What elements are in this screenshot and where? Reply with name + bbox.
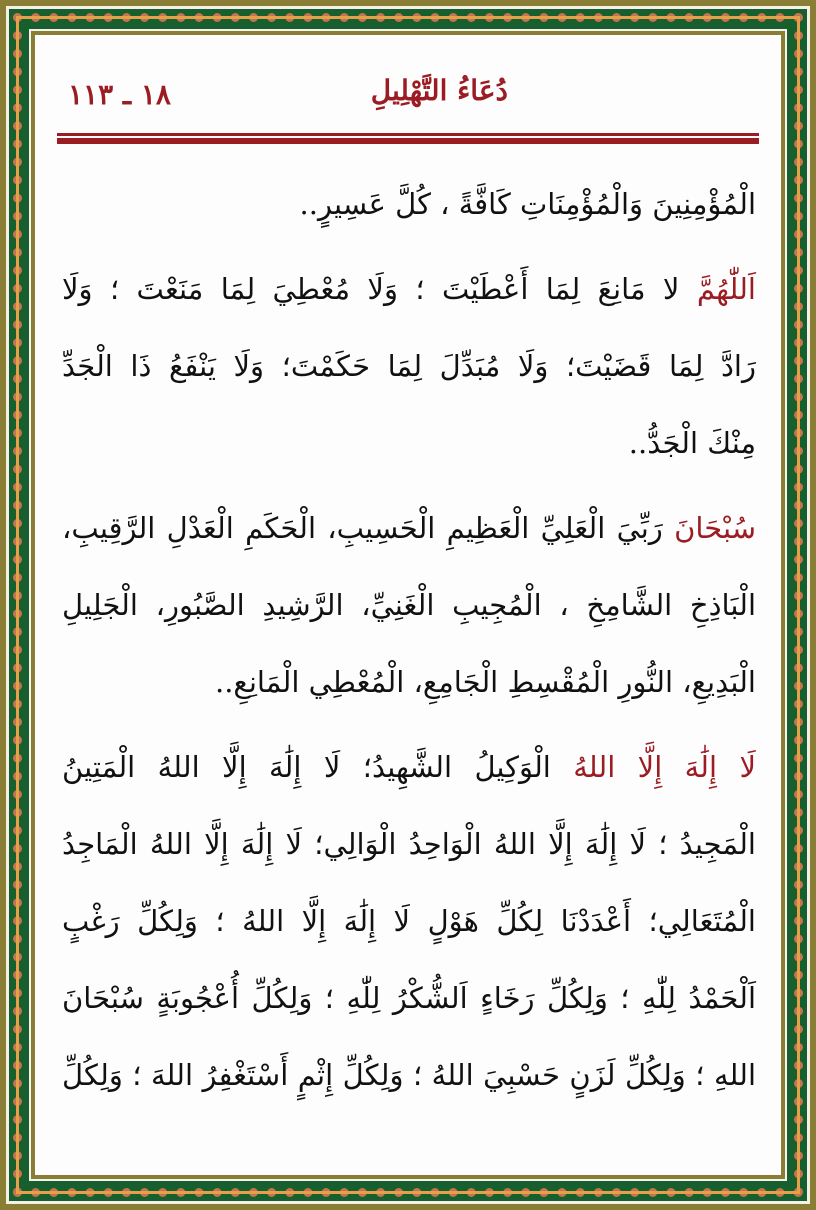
text-line xyxy=(62,328,756,405)
line-text: رَادَّ لِمَا قَضَيْتَ؛ وَلَا مُبَدِّلَ لِمَا حَكَمْتَ؛ وَلَا يَنْفَعُ ذَا الْجَدِّ xyxy=(62,349,756,383)
line-text: الْمُتَعَالِي؛ أَعْدَدْنَا لِكُلِّ هَوْلٍ لَا إِلَٰهَ إِلَّا اللهُ ؛ وَلِكُلِّ رَغْبٍ xyxy=(62,904,756,938)
highlighted-invocation: اَللّٰهُمَّ xyxy=(696,272,756,306)
text-line xyxy=(62,251,756,328)
page-number: ١٨ ـ ١١٣ xyxy=(68,78,171,111)
line-text: الْبَدِيعِ، النُّورِ الْمُقْسِطِ الْجَامِعِ، الْمُعْطِي الْمَانِعِ.. xyxy=(214,665,756,699)
line-text: الْمَجِيدُ ؛ لَا إِلَٰهَ إِلَّا اللهُ الْوَاحِدُ الْوَالِي؛ لَا إِلَٰهَ إِلَّا اللهُ الْمَاجِدُ xyxy=(62,827,756,861)
text-line xyxy=(62,960,756,1037)
paragraph-gap xyxy=(62,482,756,490)
page-title: دُعَاءُ التَّهْلِيلِ xyxy=(370,74,508,107)
text-line xyxy=(62,567,756,644)
line-text: لا مَانِعَ لِمَا أَعْطَيْتَ ؛ وَلَا مُعْطِيَ لِمَا مَنَعْتَ ؛ وَلَا xyxy=(62,272,697,306)
text-line xyxy=(62,490,756,567)
line-text: رَبِّيَ الْعَلِيِّ الْعَظِيمِ الْحَسِيبِ، الْحَكَمِ الْعَدْلِ الرَّقِيبِ، xyxy=(62,511,675,545)
page-header xyxy=(60,74,756,118)
text-line xyxy=(62,644,756,721)
highlighted-invocation: سُبْحَانَ xyxy=(674,511,756,545)
paragraph-gap xyxy=(62,721,756,729)
prayer-text xyxy=(62,166,756,1114)
header-rule-thin xyxy=(57,133,759,136)
line-text: اَلْحَمْدُ لِلّٰهِ ؛ وَلِكُلِّ رَخَاءٍ اَلشُّكْرُ لِلّٰهِ ؛ وَلِكُلِّ أُعْجُوبَةٍ سُبْحَانَ xyxy=(62,981,756,1015)
highlighted-invocation: لَا إِلَٰهَ إِلَّا اللهُ xyxy=(573,750,756,784)
text-line xyxy=(62,806,756,883)
text-line xyxy=(62,166,756,243)
line-text: اللهِ ؛ وَلِكُلِّ لَزَنٍ حَسْبِيَ اللهُ ؛ وَلِكُلِّ إِثْمٍ أَسْتَغْفِرُ اللهَ ؛ وَلِكُلِّ xyxy=(62,1058,756,1092)
text-line xyxy=(62,729,756,806)
line-text: مِنْكَ الْجَدُّ.. xyxy=(628,426,756,460)
header-rule-thick xyxy=(57,138,759,144)
line-text: الْمُؤْمِنِينَ وَالْمُؤْمِنَاتِ كَافَّةً ، كُلَّ عَسِيرٍ.. xyxy=(299,187,756,221)
text-line xyxy=(62,1037,756,1114)
line-text: الْبَاذِخِ الشَّامِخِ ، الْمُجِيبِ الْغَنِيِّ، الرَّشِيدِ الصَّبُورِ، الْجَلِيلِ xyxy=(62,588,756,622)
text-line xyxy=(62,405,756,482)
paragraph-gap xyxy=(62,243,756,251)
line-text: الْوَكِيلُ الشَّهِيدُ؛ لَا إِلَٰهَ إِلَّا اللهُ الْمَتِينُ xyxy=(62,750,574,784)
text-line xyxy=(62,883,756,960)
